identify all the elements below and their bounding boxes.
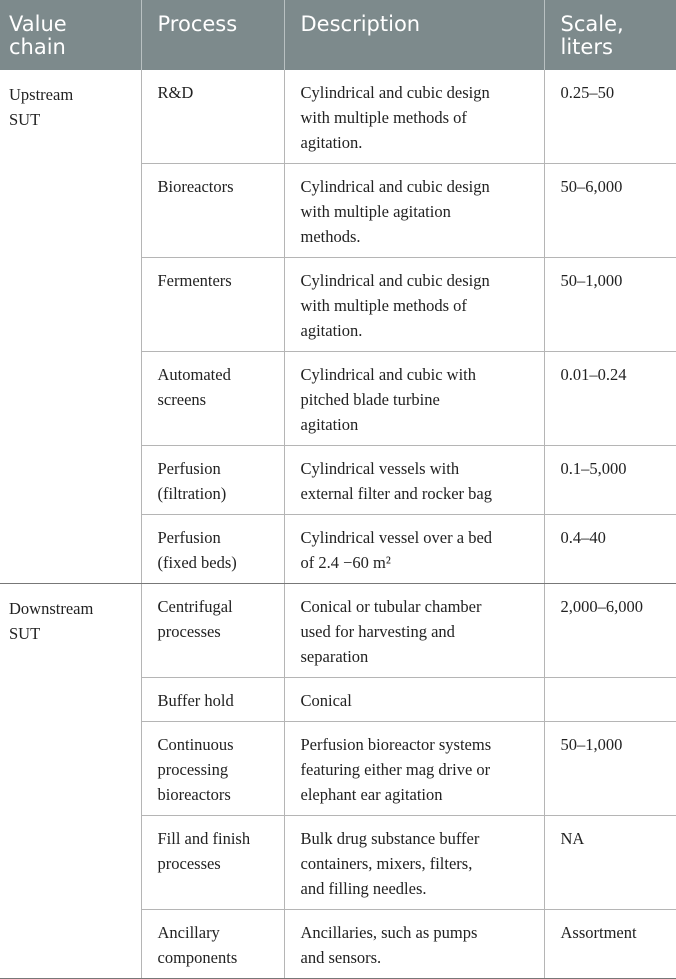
header-row	[0, 0, 676, 70]
process-cell-line: (fixed beds)	[157, 553, 237, 572]
process-cell	[141, 678, 284, 722]
process-cell	[141, 446, 284, 515]
scale-cell	[544, 164, 676, 258]
header-description-line: Description	[300, 12, 421, 36]
description-cell-line: Cylindrical and cubic design	[300, 177, 490, 196]
description-cell-line: pitched blade turbine	[300, 390, 440, 409]
header-process	[141, 0, 284, 70]
description-cell-line: external filter and rocker bag	[300, 484, 492, 503]
header-scale	[544, 0, 676, 70]
process-cell	[141, 584, 284, 678]
description-cell-line: Cylindrical and cubic with	[300, 365, 476, 384]
description-cell-line: Bulk drug substance buffer	[300, 829, 480, 848]
process-cell-line: components	[157, 948, 238, 967]
description-cell-line: with multiple methods of	[300, 296, 467, 315]
scale-cell	[544, 446, 676, 515]
scale-cell-value: 50–1,000	[560, 271, 623, 290]
description-cell-line: separation	[300, 647, 369, 666]
description-cell-line: agitation.	[300, 321, 363, 340]
process-cell-line: Automated	[157, 365, 231, 384]
table-header	[0, 0, 676, 70]
description-cell-line: methods.	[300, 227, 361, 246]
description-cell-line: Cylindrical and cubic design	[300, 83, 490, 102]
scale-cell	[544, 352, 676, 446]
value-chain-line: SUT	[9, 110, 41, 129]
table-row	[0, 70, 676, 164]
description-cell-line: agitation	[300, 415, 359, 434]
description-cell-line: containers, mixers, filters,	[300, 854, 473, 873]
process-cell	[141, 722, 284, 816]
description-cell-line: used for harvesting and	[300, 622, 455, 641]
description-cell	[284, 515, 544, 584]
scale-cell	[544, 258, 676, 352]
description-cell	[284, 352, 544, 446]
scale-cell	[544, 70, 676, 164]
scale-cell-value: Assortment	[560, 923, 637, 942]
description-cell-line: elephant ear agitation	[300, 785, 443, 804]
process-cell-line: processes	[157, 622, 221, 641]
description-cell	[284, 678, 544, 722]
table-body	[0, 70, 676, 979]
process-cell-line: Bioreactors	[157, 177, 234, 196]
description-cell-line: with multiple agitation	[300, 202, 451, 221]
description-cell-line: Perfusion bioreactor systems	[300, 735, 492, 754]
table-row	[0, 584, 676, 678]
description-cell	[284, 446, 544, 515]
process-cell-line: screens	[157, 390, 207, 409]
description-cell	[284, 258, 544, 352]
description-cell	[284, 70, 544, 164]
description-cell-line: and filling needles.	[300, 879, 427, 898]
process-cell-line: Perfusion	[157, 528, 221, 547]
process-cell-line: (filtration)	[157, 484, 227, 503]
header-process-line: Process	[157, 12, 238, 36]
process-cell-line: Buffer hold	[157, 691, 234, 710]
description-cell-line: featuring either mag drive or	[300, 760, 491, 779]
value-chain-line: SUT	[9, 624, 41, 643]
description-cell	[284, 722, 544, 816]
process-cell-line: Continuous	[157, 735, 234, 754]
process-cell	[141, 816, 284, 910]
description-cell-line: Cylindrical vessel over a bed	[300, 528, 493, 547]
scale-cell-value: 50–1,000	[560, 735, 623, 754]
description-cell-line: Cylindrical and cubic design	[300, 271, 490, 290]
process-cell	[141, 70, 284, 164]
scale-cell	[544, 515, 676, 584]
process-cell	[141, 352, 284, 446]
description-cell-line: and sensors.	[300, 948, 382, 967]
scale-cell	[544, 816, 676, 910]
process-cell-line: Centrifugal	[157, 597, 233, 616]
header-value-chain-line: Value	[9, 12, 67, 36]
value-chain-cell	[0, 584, 141, 979]
description-cell	[284, 910, 544, 979]
process-cell	[141, 258, 284, 352]
scale-cell-value: 50–6,000	[560, 177, 623, 196]
description-cell	[284, 584, 544, 678]
header-value-chain-line: chain	[9, 35, 66, 59]
process-cell-line: bioreactors	[157, 785, 231, 804]
scale-cell-value: 2,000–6,000	[560, 597, 643, 616]
scale-cell-value: 0.4–40	[560, 528, 606, 547]
scale-cell	[544, 910, 676, 979]
process-cell-line: processing	[157, 760, 229, 779]
process-cell	[141, 164, 284, 258]
description-cell-line: of 2.4 −60 m²	[300, 553, 391, 572]
description-cell-line: Cylindrical vessels with	[300, 459, 460, 478]
description-cell	[284, 816, 544, 910]
header-description	[284, 0, 544, 70]
scale-cell-value: 0.1–5,000	[560, 459, 627, 478]
scale-cell-value: 0.01–0.24	[560, 365, 627, 384]
value-chain-cell	[0, 70, 141, 584]
process-cell-line: R&D	[157, 83, 194, 102]
process-cell-line: Ancillary	[157, 923, 220, 942]
process-cell-line: processes	[157, 854, 221, 873]
description-cell-line: Conical or tubular chamber	[300, 597, 482, 616]
process-cell-line: Fermenters	[157, 271, 232, 290]
scale-cell	[544, 584, 676, 678]
process-cell	[141, 515, 284, 584]
description-cell-line: with multiple methods of	[300, 108, 467, 127]
header-scale-line: liters	[560, 35, 613, 59]
value-chain-line: Downstream	[9, 599, 94, 618]
description-cell	[284, 164, 544, 258]
header-scale-line: Scale,	[560, 12, 624, 36]
scale-cell-value: NA	[560, 829, 585, 848]
scale-cell-value: 0.25–50	[560, 83, 615, 102]
value-chain-line: Upstream	[9, 85, 74, 104]
scale-cell	[544, 722, 676, 816]
process-cell	[141, 910, 284, 979]
scale-cell	[544, 678, 676, 722]
description-cell-line: agitation.	[300, 133, 363, 152]
description-cell-line: Conical	[300, 691, 352, 710]
process-cell-line: Fill and finish	[157, 829, 251, 848]
process-cell-line: Perfusion	[157, 459, 221, 478]
header-value-chain	[0, 0, 141, 70]
description-cell-line: Ancillaries, such as pumps	[300, 923, 478, 942]
